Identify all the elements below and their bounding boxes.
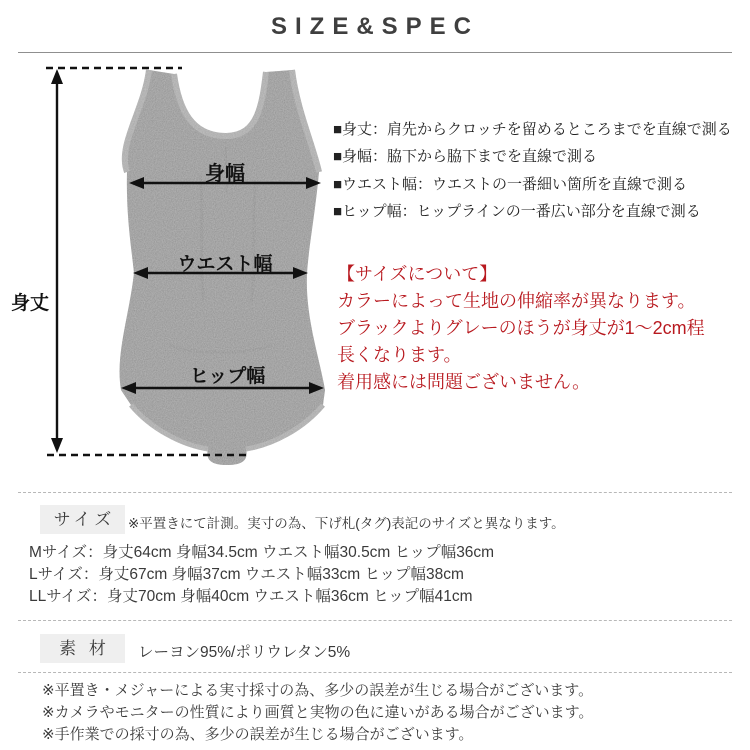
size-measure-note: ※平置きにて計測。実寸の為、下げ札(タグ)表記のサイズと異なります。 bbox=[128, 516, 565, 531]
section-divider bbox=[18, 672, 732, 673]
guide-item: ■ウエスト幅：ウエストの一番細い箇所を直線で測る bbox=[333, 175, 688, 193]
footnote: ※手作業での採寸の為、多少の誤差が生じる場合がございます。 bbox=[42, 726, 474, 743]
guide-item: ■身丈：肩先からクロッチを留めるところまでを直線で測る bbox=[333, 121, 732, 138]
footnote: ※平置き・メジャーによる実寸採寸の為、多少の誤差が生じる場合がございます。 bbox=[42, 682, 594, 699]
size-row-ll: LLサイズ：身丈70cm 身幅40cm ウエスト幅36cm ヒップ幅41cm bbox=[29, 588, 473, 605]
size-row-m: Mサイズ：身丈64cm 身幅34.5cm ウエスト幅30.5cm ヒップ幅36cm bbox=[29, 544, 495, 561]
material-value: レーヨン95%/ポリウレタン5% bbox=[138, 644, 351, 661]
size-about-line: 着用感には問題ございません。 bbox=[337, 371, 591, 392]
waist-width-label: ウエスト幅 bbox=[177, 254, 273, 275]
guide-item: ■身幅：脇下から脇下までを直線で測る bbox=[333, 148, 598, 166]
material-section-tag: 素 材 bbox=[40, 634, 125, 663]
size-about-heading: 【サイズについて】 bbox=[337, 264, 498, 284]
size-row-l: Lサイズ：身丈67cm 身幅37cm ウエスト幅33cm ヒップ幅38cm bbox=[29, 566, 464, 583]
footnote-list bbox=[42, 680, 593, 746]
body-length-arrow bbox=[51, 69, 63, 453]
body-length-label: 身丈 bbox=[11, 293, 50, 314]
measurement-guide-list bbox=[333, 116, 748, 226]
hip-width-label: ヒップ幅 bbox=[189, 366, 266, 387]
size-about-line: 長くなります。 bbox=[337, 344, 462, 365]
size-about-line: カラーによって生地の伸縮率が異なります。 bbox=[337, 290, 696, 311]
section-divider bbox=[18, 492, 732, 493]
size-about-line: ブラックよりグレーのほうが身丈が1〜2cm程 bbox=[337, 317, 705, 338]
guide-item: ■ヒップ幅：ヒップラインの一番広い部分を直線で測る bbox=[333, 203, 701, 221]
page-title: SIZE&SPEC bbox=[270, 13, 480, 40]
size-section-tag: サイズ bbox=[40, 505, 125, 534]
size-table bbox=[29, 542, 494, 608]
title-divider bbox=[18, 52, 732, 53]
size-about-note bbox=[337, 261, 737, 396]
body-width-label: 身幅 bbox=[205, 163, 245, 185]
section-divider bbox=[18, 620, 732, 621]
footnote: ※カメラやモニターの性質により画質と実物の色に違いがある場合がございます。 bbox=[42, 704, 594, 721]
